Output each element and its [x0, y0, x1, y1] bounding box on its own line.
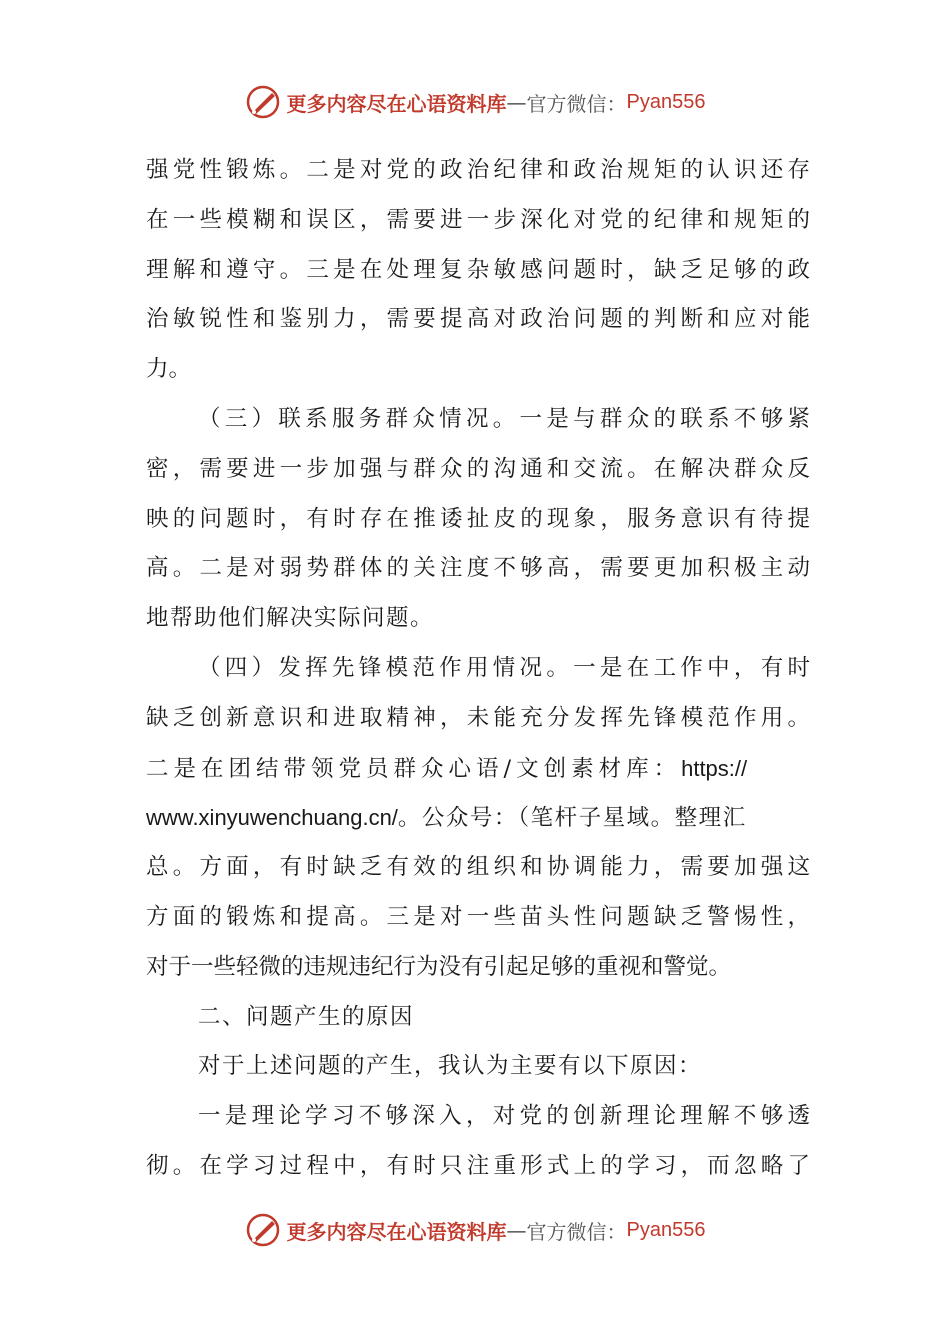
text-line: 在一些模糊和误区，需要进一步深化对党的纪律和规矩的: [146, 206, 810, 233]
header-banner: [0, 84, 950, 120]
text-line: 对于上述问题的产生，我认为主要有以下原因：: [198, 1053, 703, 1080]
url-start: https://: [681, 755, 748, 781]
text-line: 方面的锻炼和提高。三是对一些苗头性问题缺乏警惕性，: [146, 903, 810, 930]
section-heading-three: （三）联系服务群众情况。一是与群众的联系不够紧: [198, 405, 810, 432]
text-line: 强党性锻炼。二是对党的政治纪律和政治规矩的认识还存: [146, 157, 810, 183]
text-line: 密，需要进一步加强与群众的沟通和交流。在解决群众反: [146, 455, 810, 482]
section-heading-four: （四）发挥先锋模范作用情况。一是在工作中，有时: [198, 654, 810, 681]
banner-dash: —: [506, 90, 527, 114]
text-line: 理解和遵守。三是在处理复杂敏感问题时，缺乏足够的政: [146, 256, 810, 283]
text-line: 力。: [146, 356, 192, 383]
text-line: 彻。在学习过程中，有时只注重形式上的学习，而忽略了: [146, 1152, 810, 1179]
text-line: 缺乏创新意识和进取精神，未能充分发挥先锋模范作用。: [146, 704, 810, 731]
text-line: 一是理论学习不够深入，对党的创新理论理解不够透: [198, 1103, 810, 1130]
quill-seal-icon: [245, 1212, 281, 1248]
banner-dash: —: [506, 1218, 527, 1242]
banner-tail: 官方微信：: [526, 91, 627, 116]
text-line-with-url: [146, 744, 810, 794]
footer-banner: [0, 1212, 950, 1248]
text-line: 总。方面，有时缺乏有效的组织和协调能力，需要加强这: [146, 854, 810, 881]
text-line-with-url: [146, 793, 810, 843]
quill-seal-icon: [245, 84, 281, 120]
text-line: 对于一些轻微的违规违纪行为没有引起足够的重视和警觉。: [146, 953, 732, 980]
text-segment: 二是在团结带领党员群众心语/文创素材库：: [146, 755, 682, 782]
url-domain: www.xinyuwenchuang.cn/: [146, 805, 398, 831]
banner-handle: Pyan556: [626, 1218, 706, 1241]
banner-label: 更多内容尽在心语资料库: [286, 1219, 507, 1244]
document-body: [146, 146, 810, 1192]
text-line: 高。二是对弱势群体的关注度不够高，需要更加积极主动: [146, 555, 810, 582]
text-line: 映的问题时，有时存在推诿扯皮的现象，服务意识有待提: [146, 505, 810, 532]
banner-label: 更多内容尽在心语资料库: [286, 91, 507, 116]
banner-tail: 官方微信：: [526, 1219, 627, 1244]
text-line: 地帮助他们解决实际问题。: [146, 605, 435, 632]
section-heading-two: 二、问题产生的原因: [198, 1003, 415, 1030]
banner-handle: Pyan556: [626, 90, 706, 113]
text-segment: 。公众号：（笔杆子星域。整理汇: [397, 805, 747, 832]
text-line: 治敏锐性和鉴别力，需要提高对政治问题的判断和应对能: [146, 306, 810, 333]
